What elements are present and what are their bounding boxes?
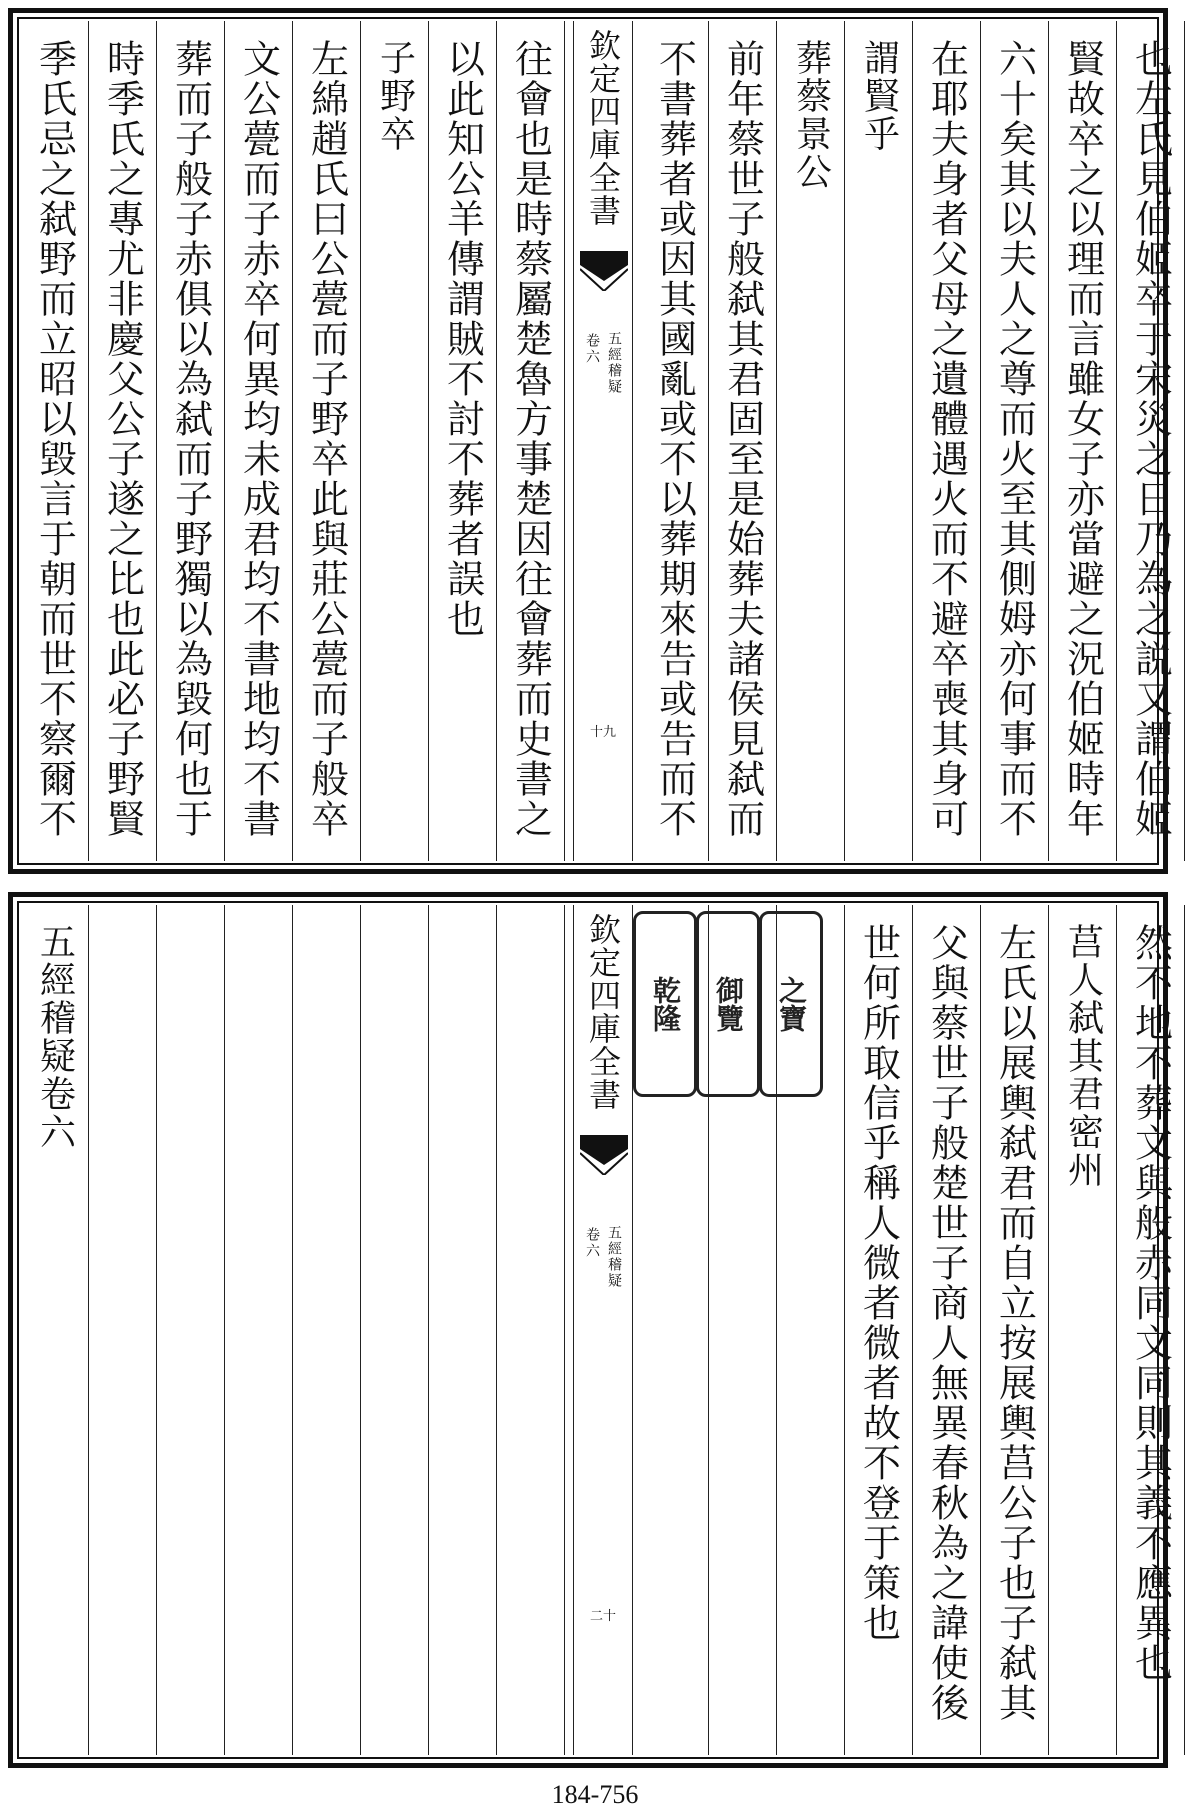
column-text: 以此知公羊傳謂賊不討不葬者誤也 [440, 39, 485, 639]
spine-title: 欽定四庫全書 [584, 913, 622, 1111]
column-text: 不書葬者或因其國亂或不以葬期來告或告而不 [652, 39, 697, 839]
top_panel-left_columns-column [361, 21, 429, 861]
column-text: 子野卒 [374, 39, 416, 153]
column-text: 五經稽疑卷六 [34, 923, 76, 1151]
column-text: 葬而子般子赤俱以為弑而子野獨以為毀何也于 [168, 39, 213, 839]
column-text: 世何所取信乎稱人微者微者故不登于策也 [856, 923, 901, 1643]
column-text: 前年蔡世子般弑其君固至是始葬夫諸侯見弑而 [720, 39, 765, 839]
top_panel-right_columns-column [913, 21, 981, 861]
column-text: 謂賢乎 [858, 39, 900, 153]
bottom_panel-right_columns-column [913, 905, 981, 1755]
fish-tail-icon [580, 1135, 628, 1175]
bottom_panel-left_columns-column [21, 905, 89, 1755]
top_panel-left_columns-column [21, 21, 89, 861]
bottom_panel-left_columns-column [225, 905, 293, 1755]
bottom_panel-right_columns-column [981, 905, 1049, 1755]
spine-page-number: 十九 [589, 725, 616, 740]
fish-tail-icon [580, 251, 628, 291]
bottom_panel-left_columns-column [429, 905, 497, 1755]
bottom_panel-left_columns-column [157, 905, 225, 1755]
column-text: 文公甍而子赤卒何異均未成君均不書地均不書 [236, 39, 281, 839]
top_panel-left_columns-column [89, 21, 157, 861]
column-text: 父與蔡世子般楚世子商人無異春秋為之諱使後 [924, 923, 969, 1723]
column-text: 葬蔡景公 [790, 39, 832, 191]
imperial-seal-3: 之寶 [759, 911, 823, 1097]
imperial-seal-2: 御覽 [696, 911, 760, 1097]
column-text: 左綿趙氏曰公甍而子野卒此與莊公甍而子般卒 [304, 39, 349, 839]
bottom_panel-left_columns-column [497, 905, 565, 1755]
top_panel-left_columns-column [225, 21, 293, 861]
column-text: 賢故卒之以理而言雖女子亦當避之況伯姬時年 [1060, 39, 1105, 839]
bottom_panel-right_columns-column [845, 905, 913, 1755]
bottom_panel-left_columns-column [293, 905, 361, 1755]
top_panel-right_columns-column [1049, 21, 1117, 861]
spine-book-title: 五經稽疑 [606, 331, 622, 395]
spine-title: 欽定四庫全書 [584, 29, 622, 227]
top_panel-left_columns-column [497, 21, 565, 861]
top-page-frame [8, 8, 1173, 874]
top-center-spine [573, 21, 633, 861]
top_panel-right_columns-column [777, 21, 845, 861]
column-text: 莒人弑其君密州 [1062, 923, 1104, 1189]
column-text: 往會也是時蔡屬楚魯方事楚因往會葬而史書之 [508, 39, 553, 839]
column-text: 季氏忌之弑野而立昭以毀言于朝而世不察爾不 [32, 39, 77, 839]
top_panel-left_columns-column [429, 21, 497, 861]
page-number: 184-756 [551, 1780, 639, 1809]
column-text: 六十矣其以夫人之尊而火至其側姆亦何事而不 [992, 39, 1037, 839]
bottom_panel-left_columns-column [89, 905, 157, 1755]
column-text: 時季氏之專尤非慶父公子遂之比也此必子野賢 [100, 39, 145, 839]
column-text: 然不地不葬文與般赤同文同則其義不應異也 [1128, 923, 1173, 1683]
imperial-seal-1: 乾隆 [633, 911, 697, 1097]
top_panel-left_columns-column [293, 21, 361, 861]
bottom-center-spine [573, 905, 633, 1755]
top_panel-right_columns-column [1117, 21, 1185, 861]
spine-page-number: 二十 [589, 1609, 616, 1624]
column-text: 在耶夫身者父母之遺體遇火而不避卒喪其身可 [924, 39, 969, 839]
column-text: 也左氏見伯姬卒于宋災之日乃為之説又謂伯姬 [1128, 39, 1173, 839]
bottom_panel-left_columns-column [361, 905, 429, 1755]
top_panel-left_columns-column [157, 21, 225, 861]
bottom-page-frame [8, 892, 1173, 1768]
column-text: 左氏以展輿弑君而自立按展輿莒公子也子弑其 [992, 923, 1037, 1723]
top_panel-right_columns-column [709, 21, 777, 861]
spine-book-title: 五經稽疑 [606, 1225, 622, 1289]
spine-volume: 卷六 [584, 1227, 600, 1259]
spine-volume: 卷六 [584, 333, 600, 365]
bottom_panel-right_columns-column [1117, 905, 1185, 1755]
bottom_panel-right_columns-column [1049, 905, 1117, 1755]
top_panel-right_columns-column [981, 21, 1049, 861]
top_panel-right_columns-column [641, 21, 709, 861]
top_panel-right_columns-column [845, 21, 913, 861]
